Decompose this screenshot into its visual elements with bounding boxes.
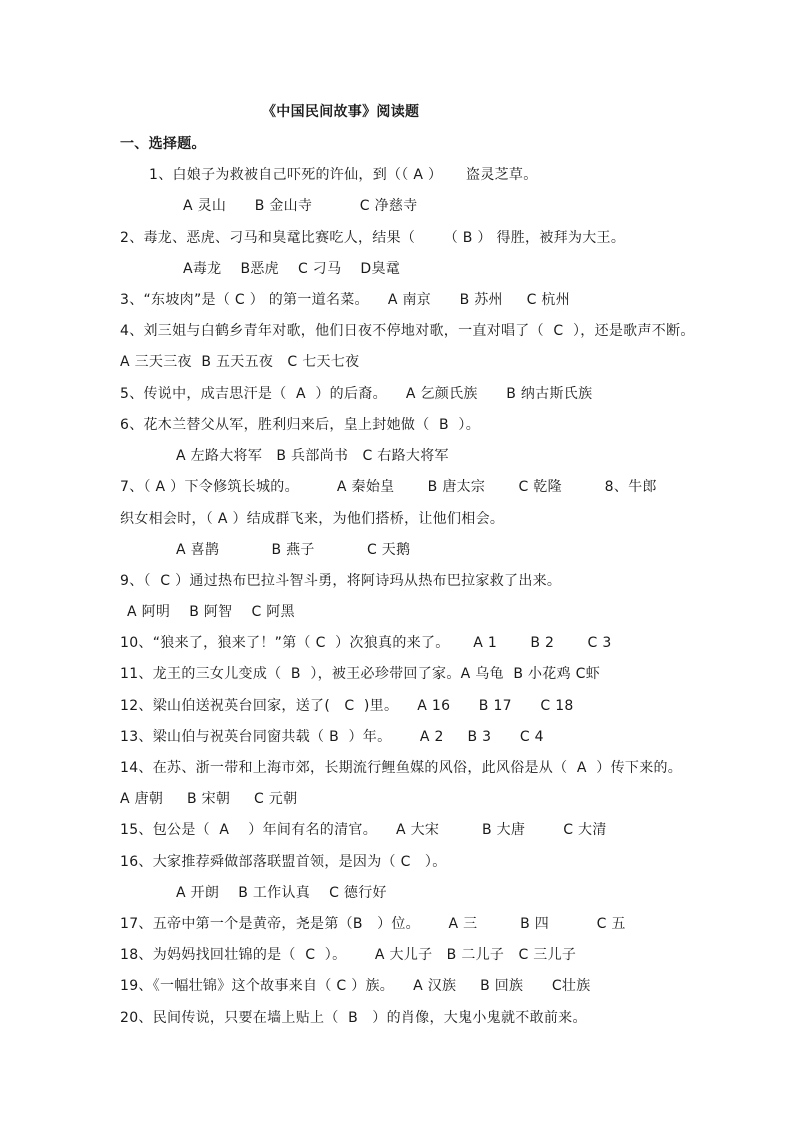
- options-line: A 喜鹊 B 燕子 C 天鹅: [176, 542, 411, 558]
- question-line: 6、花木兰替父从军，胜利归来后，皇上封她做（ B ）。: [120, 417, 481, 433]
- options-line: A 开朗 B 工作认真 C 德行好: [176, 885, 387, 901]
- question-line: 19、《一幅壮锦》这个故事来自（ C ）族。 A 汉族 B 回族 C壮族: [120, 978, 591, 994]
- question-line: 9、（ C ）通过热布巴拉斗智斗勇，将阿诗玛从热布巴拉家救了出来。: [120, 573, 562, 589]
- options-line: A 三天三夜 B 五天五夜 C 七天七夜: [120, 354, 360, 370]
- question-line: 1、白娘子为救被自己吓死的许仙，到（（ A ） 盗灵芝草。: [149, 167, 538, 183]
- question-line: 13、梁山伯与祝英台同窗共载（ B ）年。 A 2 B 3 C 4: [120, 729, 544, 745]
- options-line: A 左路大将军 B 兵部尚书 C 右路大将军: [176, 448, 449, 464]
- question-line: 11、龙王的三女儿变成（ B ），被王必珍带回了家。A 乌龟 B 小花鸡 C虾: [120, 666, 601, 682]
- question-line: 5、传说中，成吉思汗是（ A ）的后裔。 A 乞颜氏族 B 纳古斯氏族: [120, 386, 593, 402]
- options-line: A毒龙 B恶虎 C 刁马 D臭鼋: [183, 261, 401, 277]
- question-line: 7、（ A ）下令修筑长城的。 A 秦始皇 B 唐太宗 C 乾隆 8、牛郎: [120, 479, 657, 495]
- options-line: A 唐朝 B 宋朝 C 元朝: [120, 791, 298, 807]
- question-line: 20、民间传说，只要在墙上贴上（ B ）的肖像，大鬼小鬼就不敢前来。: [120, 1010, 587, 1026]
- question-line: 2、毒龙、恶虎、刁马和臭鼋比赛吃人，结果（ （ B ） 得胜，被拜为大王。: [120, 230, 626, 246]
- options-line: A 灵山 B 金山寺 C 净慈寺: [183, 198, 418, 214]
- question-line: 14、在苏、浙一带和上海市郊，长期流行鲤鱼媒的风俗，此风俗是从（ A ）传下来的。: [120, 760, 683, 776]
- section-heading: 一、选择题。: [120, 136, 206, 152]
- question-line: 3、“东坡肉”是（ C ） 的第一道名菜。 A 南京 B 苏州 C 杭州: [120, 292, 570, 308]
- question-line: 18、为妈妈找回壮锦的是（ C ）。 A 大儿子 B 二儿子 C 三儿子: [120, 947, 577, 963]
- question-line: 17、五帝中第一个是黄帝，尧是第（B ）位。 A 三 B 四 C 五: [120, 916, 626, 932]
- options-line: A 阿明 B 阿智 C 阿黑: [127, 604, 295, 620]
- question-line: 织女相会时，（ A ）结成群飞来，为他们搭桥，让他们相会。: [120, 511, 505, 527]
- question-line: 4、刘三姐与白鹤乡青年对歌，他们日夜不停地对歌，一直对唱了（ C ），还是歌声不断。: [120, 323, 695, 339]
- question-line: 15、包公是（ A ）年间有名的清官。 A 大宋 B 大唐 C 大清: [120, 822, 607, 838]
- question-line: 10、“狼来了，狼来了！”第（ C ）次狼真的来了。 A 1 B 2 C 3: [120, 635, 612, 651]
- page-title: 《中国民间故事》阅读题: [262, 104, 420, 120]
- question-line: 12、梁山伯送祝英台回家，送了( C )里。 A 16 B 17 C 18: [120, 698, 574, 714]
- question-line: 16、大家推荐舜做部落联盟首领，是因为（ C ）。: [120, 854, 447, 870]
